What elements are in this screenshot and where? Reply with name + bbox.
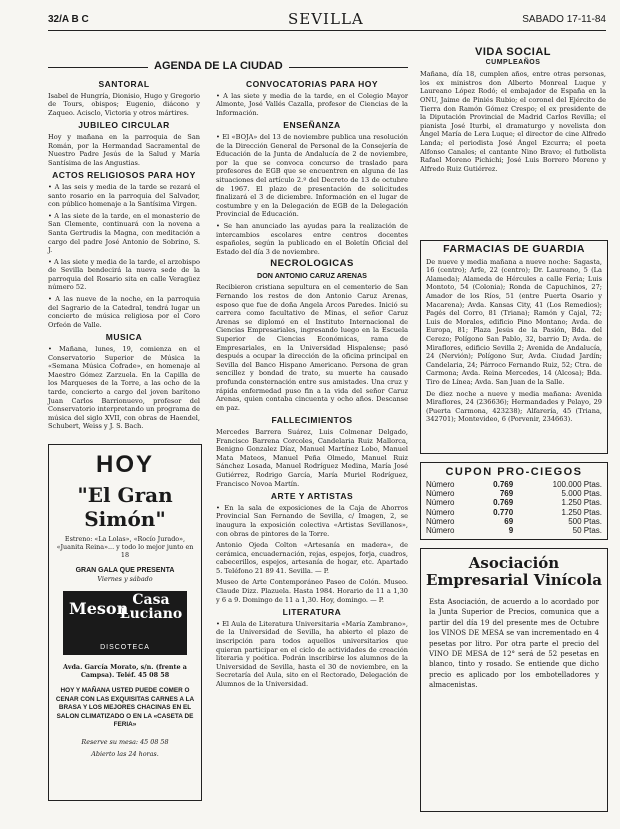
ad-open-hours: Abierto las 24 horas. <box>91 749 159 758</box>
cupon-number: 769 <box>499 489 514 499</box>
column-1 <box>48 76 200 434</box>
logo-left-text: Meson <box>69 599 129 618</box>
cupon-row <box>426 526 602 535</box>
agenda-title: AGENDA DE LA CIUDAD <box>148 60 289 72</box>
cupon-prize: 100.000 Ptas. <box>552 480 602 489</box>
farmacias-night: De diez noche a nueve y media mañana: Avenida Miraflores, 24 (236636); Hermandades y Pelayo, 29 (Puerta Carmona, 423238); Alfarería, 45 (Triana, 342701); Montevideo, 6 (Porvenir, 234663). <box>426 389 602 424</box>
necro-name: DON ANTONIO CARUZ ARENAS <box>257 270 367 280</box>
actos-item: • A las seis y media de la tarde se rezará el santo rosario en la parroquia del Salvador, con público homenaje a la Santísima Virgen. <box>48 182 200 209</box>
ad-show-name: "El Gran Simón" <box>77 483 173 531</box>
cupon-row <box>426 480 602 489</box>
logo-subtitle: DISCOTECA <box>100 644 150 651</box>
asociacion-title: Asociación Empresarial Vinícola <box>426 554 602 589</box>
arte-item: Antonio Ojeda Colton «Artesanía en madera», de cerámica, encuadernación, rejas, espejos, forja, cuadros, cabecerillos, espejos, artesanía de hogar, etc. Apartado 5. Teléfono 21 89 41. Sevilla. — P. <box>216 541 408 575</box>
gran-simon-ad <box>48 444 202 801</box>
ad-promo: HOY Y MAÑANA USTED PUEDE COMER O CENAR CON LAS EXQUISITAS CARNES A LA BRASA Y LOS MEJORES CHACINAS EN EL SALON CLIMATIZADO O EN LA «CASETA DE FERIA» <box>55 687 195 729</box>
literatura-text: • El Aula de Literatura Universitaria «María Zambrano», de la Universidad de Sevilla, ha abierto el plazo de inscripción para todos aquellos universitarios que quieran participar en el ciclo de actividades de creación literaria y poética. Podrán inscribirse los alumnos de la Universidad de Sevilla, hasta el 30 de noviembre, en la Secretaría del Aula, sito en el Rectorado, Delegación de Alumnos de la Universidad. <box>216 619 408 688</box>
arte-item: • En la sala de exposiciones de la Caja de Ahorros Provincial San Fernando de Sevilla, c/ Imagen, 2, se inaugura la exposición colectiva «Artistas Sevillanos», con obras de pintores de la Torre. <box>216 503 408 538</box>
ad-gala: GRAN GALA QUE PRESENTA <box>75 567 175 574</box>
cupon-row <box>426 508 602 517</box>
cupon-prize: 1.250 Ptas. <box>561 498 602 508</box>
cupon-row <box>426 517 602 526</box>
jubileo-heading: JUBILEO CIRCULAR <box>78 120 170 131</box>
agenda-banner <box>48 60 408 74</box>
farmacias-title: FARMACIAS DE GUARDIA <box>443 243 585 255</box>
cupon-row <box>426 489 602 498</box>
vida-social-title: VIDA SOCIAL <box>475 46 551 58</box>
actos-item: • A las siete de la tarde, en el monasterio de San Clemente, continuará con la novena a Santa Gertrudis la Magna, con meditación a cargo del padre José Antonio de Sobrino, S. J. <box>48 211 200 255</box>
cupon-number: 69 <box>504 516 514 526</box>
cupon-label: Número <box>426 489 455 499</box>
page-number: 32/A B C <box>48 14 89 25</box>
arte-item: Museo de Arte Contemporáneo Paseo de Colón. Museo. Claude Dizz. Plazuela. Hasta 1984. Horario de 11 a 1,30 y 6 a 9. Domingo de 11 a 1,30. Hoy, domingo. — P. <box>216 578 408 604</box>
ensenanza-item: • El «BOJA» del 13 de noviembre publica una resolución de la Dirección General de Personal de la Consejería de Educación de la Junta de Andalucía de 2 de noviembre, por la que se convoca concurso de traslado para profesores de EGB que se encuentren en alguna de las situaciones del artículo 2.º del Decreto de 13 de octubre de 1967. El plazo de presentación de solicitudes finalizará el 3 de diciembre. Información en el lugar de costumbre y en la Delegación de EGB de la Delegación Provincial de Educación. <box>216 132 408 219</box>
necro-text: Recibieron cristiana sepultura en el cementerio de San Fernando los restos de don Antonio Caruz Arenas, esposo que fue de doña Angela Arcos Paredes. Inició su carrera como facultativo de Minas, el señor Caruz Arenas se diplomó en el Instituto Internacional de Ciencias Empresariales, ingresando luego en la Escuela Superior de Ciencias Económicas, rama de Empresariales, en la Universidad Hispalense; pasó después a ocupar la dirección de la oficina principal en Sevilla del Banco Hispano Americano. Persona de gran sencillez y bondad de trato, su muerte ha causado profunda consternación entre sus amistades. Una cruz y rápida enfermedad puso fin a la vida del señor Caruz Arenas, quien contaba cincuenta y ocho años. Descanse en paz. <box>216 283 408 412</box>
necrologicas-heading: NECROLOGICAS <box>270 258 354 270</box>
asociacion-text: Esta Asociación, de acuerdo a lo acordado por la Junta Superior de Precios, comunica que a partir del día 19 del presente mes de Octubre los VINOS DE MESA se van incrementado en 4 pesetas por litro. Por otra parte el precio del VINO DE MESA de 12° será de 52 pesetas en blanco, tinto y rosado. Se entiende que dicho precio es aplicado por los embotelladores y almacenistas. <box>429 598 599 690</box>
actos-item: • A las siete y media de la tarde, el arzobispo de Sevilla bendecirá la nueva sede de la parroquia del Rosario sita en calle Veragüez número 52. <box>48 257 200 292</box>
farmacias-text: De nueve y media mañana a nueve noche: Sagasta, 16 (centro); Arfe, 22 (centro); Dr. Laureano, 5 (La Alameda); Alameda de Hércules a calle Feria; Luis Montoto, 54 (Colonia); Ronda de Capuchinos, 27; Amador de los Ríos, 51 (entre Puerta Osario y Macarena); Avda. Kansas City, 41 (Los Remedios); Pagés del Corro, 81 (Triana); Ramón y Cajal, 72; Luis de Morales, edificio Pino Montano; Avda. de Europa, 81; Plaza Jesús de la Pasión, Bda. del Cerezo; Polígono San Pablo, 32, barrio D; Avda. de Miraflores, edificio Sevilla 2; Avenida de Andalucía, 24 (Nervión); Polígono Sur, Avda. Ciudad Jardín; Candelaria, 24; Párroco Fernando Ruiz, 52; Ctra. de Carmona; Avda. Reina Mercedes, 14 (Alcosa); Bda. Tiro de Línea; Avda. San Juan de la Salle. <box>426 257 602 386</box>
ad-address: Avda. García Morato, s/n. (frente a Campsa). Teléf. 45 08 58 <box>63 663 187 679</box>
ad-hoy: HOY <box>95 451 154 478</box>
actos-heading: ACTOS RELIGIOSOS PARA HOY <box>52 170 196 181</box>
fallecimientos-text: Mercedes Barrera Suárez, Luis Colmenar Delgado, Francisco Barrena Corcoles, Candelaria Ruiz Mallorca, Benigno Gonzalez Díaz, Manuel Martínez Lobo, Manuel Mata Mateos, Manuel Peña Olmedo, Manuel Ruiz Sánchez Losada, Manuel Rodríguez Medina, María José Gutiérrez, Rodrigo García, María Muriel Rodríguez, Francisco Novoa Martín. <box>216 427 408 488</box>
cupon-prize: 50 Ptas. <box>572 526 602 536</box>
cupon-prize: 1.250 Ptas. <box>561 507 602 517</box>
cupon-label: Número <box>426 498 455 508</box>
cupon-label: Número <box>426 507 455 517</box>
cupon-number: 9 <box>508 526 514 536</box>
jubileo-text: Hoy y mañana en la parroquia de San Román, por la Hermandad Sacramental de Nuestro Padre Jesús de la Salud y María Santísima de las Angustias. <box>48 132 200 167</box>
convocatorias-heading: CONVOCATORIAS PARA HOY <box>245 79 379 89</box>
cupon-number: 0.769 <box>493 480 514 489</box>
cupon-label: Número <box>426 516 455 526</box>
actos-item: • A las nueve de la noche, en la parroquia del Sagrario de la Catedral, tendrá lugar un concierto de música religiosa por el Coro Orfeón de Valle. <box>48 295 200 329</box>
ad-reserve: Reserve su mesa: 45 08 58 <box>81 737 169 746</box>
farmacias-box <box>420 240 608 454</box>
literatura-heading: LITERATURA <box>282 607 342 618</box>
ad-acts: Estreno: «La Lolas», «Rocío Jurado», «Juanita Reina»... y todo lo mejor junto en 18 <box>56 535 194 559</box>
cumpleanos-heading: CUMPLEAÑOS <box>485 58 541 66</box>
logo-right-text: Casa Luciano <box>119 592 183 622</box>
fallecimientos-heading: FALLECIMIENTOS <box>271 415 353 426</box>
cupon-label: Número <box>426 526 455 536</box>
issue-date: SABADO 17-11-84 <box>522 14 606 25</box>
ensenanza-item: • Se han anunciado las ayudas para la realización de intercambios escolares entre centros docentes españoles, según la publicado en el Boletín Oficial del Estado del día 3 de noviembre. <box>216 221 408 256</box>
cupon-prize: 500 Ptas. <box>568 516 602 526</box>
santoral-text: Isabel de Hungría, Dionisio, Hugo y Gregorio de Tours, obispos; Eugenio, diácono y Zaqueo. Acisclo, Victoria y otros mártires. <box>48 91 200 117</box>
musica-text: • Mañana, lunes, 19, comienza en el Conservatorio Superior de Música la «Semana Música Cofrade», en homenaje al Maestro Gómez Zarzuela. En la Capilla de los Marqueses de la Torre, a las ocho de la tarde, concierto a cargo del joven barítono Juan Carlos Barrionuevo, profesor del Conservatorio interpretando un programa de música del siglo XVII, con obras de Haendel, Schubert, Weiss y J. S. Bach. <box>48 345 200 431</box>
cupon-title: CUPON PRO-CIEGOS <box>445 466 583 478</box>
ad-days: Viernes y sábado <box>97 575 153 583</box>
cupon-label: Número <box>426 480 455 489</box>
cupon-box <box>420 462 608 540</box>
musica-heading: MUSICA <box>105 332 143 343</box>
asociacion-ad <box>420 548 608 812</box>
cumpleanos-text: Mañana, día 18, cumplen años, entre otras personas, los ex ministros don Alberto Monreal Luque y Laureano López Rodó; el embajador de España en la ONU, Jaime de Piniés Rubio; el coronel del Ejército de Tierra don Ramón Gómez Crespo; el ex presidente de la Diputación Provincial de Madrid Carlos Revilla; el pianista José Iturbi, el dramaturgo y novelista don Ángel María de Lera Luque; el director de cine Alfredo Landa; el periodista José Ángel Ezcurra; el poeta Alfonso Canales; el cantante Nino Bravo; el futbolista Rafael Moreno Pichichi; José Luis Borrero Moreno y Alfredo Ruiz Gutiérrez. <box>420 70 606 173</box>
cupon-table <box>426 480 602 535</box>
section-title: SEVILLA <box>288 10 364 28</box>
vida-social <box>420 48 606 176</box>
convocatorias-text: • A las siete y media de la tarde, en el Colegio Mayor Almonte, José Vallés Cazalla, profesor de Ciencias de la Información. <box>216 91 408 117</box>
page-header <box>48 10 606 28</box>
cupon-number: 0.769 <box>493 498 514 508</box>
column-2 <box>216 76 408 692</box>
header-rule <box>48 30 606 31</box>
ensenanza-heading: ENSEÑANZA <box>283 120 341 131</box>
arte-heading: ARTE Y ARTISTAS <box>270 491 354 502</box>
santoral-heading: SANTORAL <box>98 79 150 89</box>
cupon-row <box>426 498 602 507</box>
meson-logo <box>63 591 187 655</box>
cupon-number: 0.770 <box>493 507 514 517</box>
cupon-prize: 5.000 Ptas. <box>561 489 602 499</box>
